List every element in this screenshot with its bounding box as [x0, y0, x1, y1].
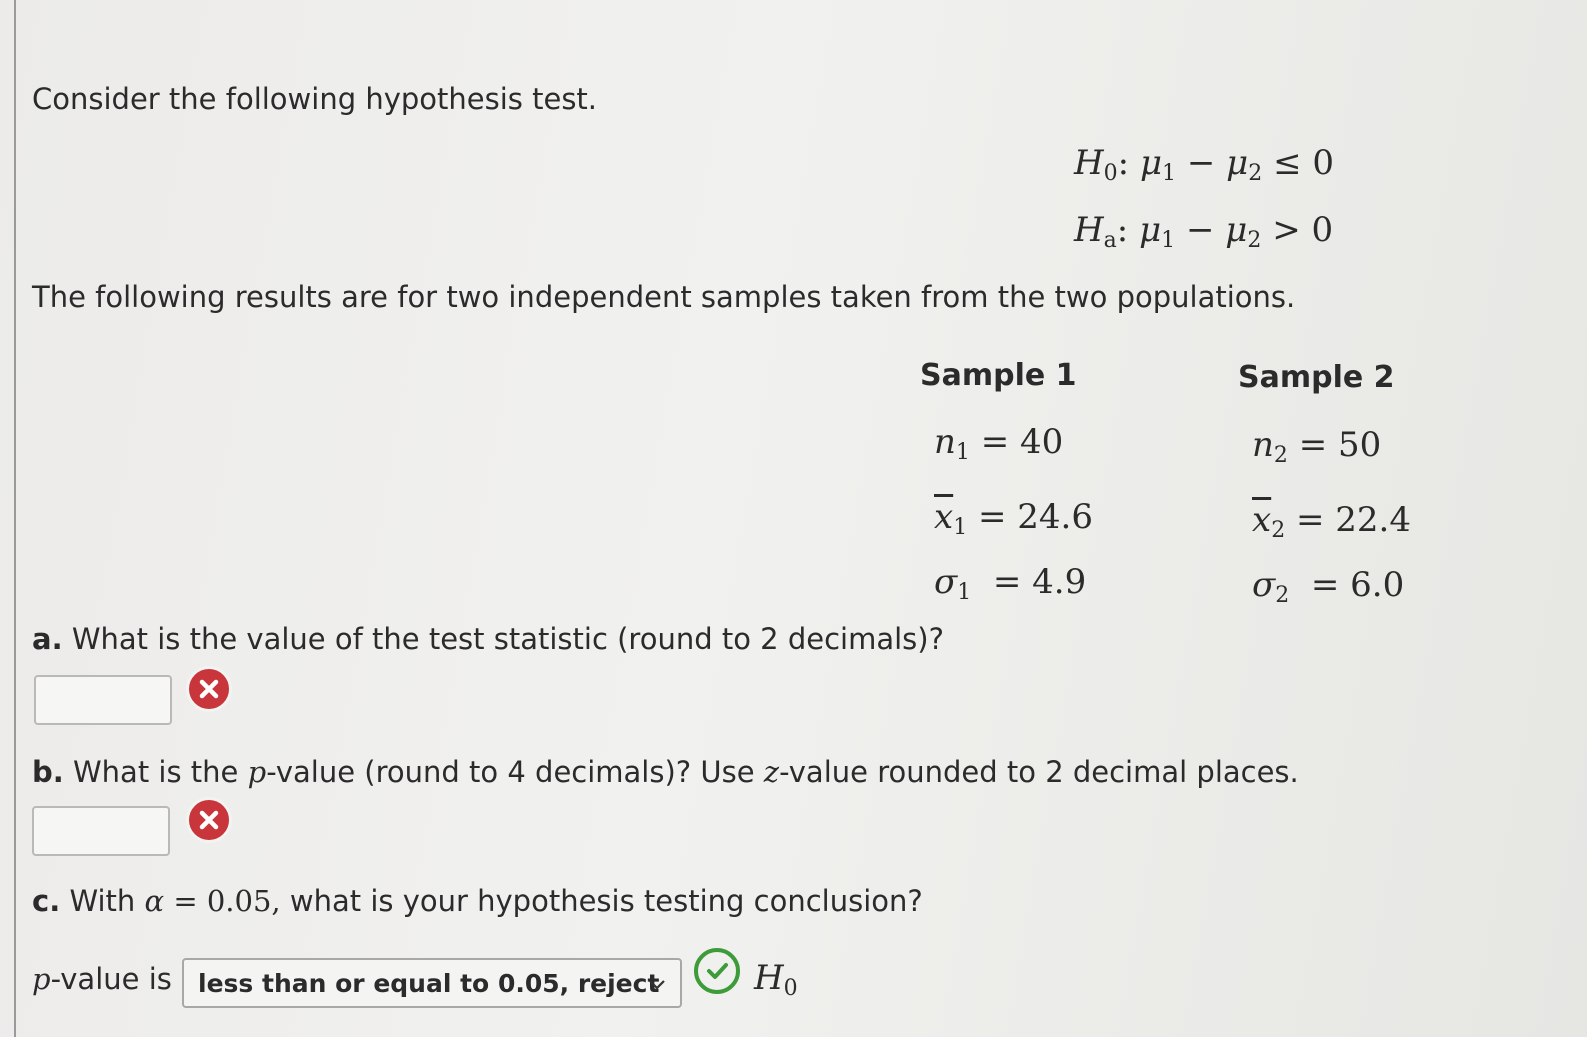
question-a: a. What is the value of the test statistic (round to 2 decimals)?	[32, 622, 944, 656]
conclusion-select-value: less than or equal to 0.05, reject	[198, 968, 660, 998]
sample-1-n: $n_1 = 40$	[934, 422, 1064, 465]
conclusion-prefix: p-value is	[32, 962, 172, 996]
sample-2-mean: $\overline{x}_2 = 22.4$	[1252, 500, 1411, 543]
conclusion-suffix: $H_0$	[754, 958, 798, 1001]
sample-1-header: Sample 1	[920, 358, 1077, 393]
correct-icon	[694, 948, 740, 994]
p-value-input[interactable]	[32, 806, 170, 856]
results-text: The following results are for two independent samples taken from the two populations.	[32, 280, 1296, 314]
null-hypothesis: $H_0$: $\mu_1 - \mu_2 \le 0$	[1074, 143, 1335, 186]
sample-2-header: Sample 2	[1238, 360, 1395, 395]
sample-2-sigma: $\sigma_2 = 6.0$	[1252, 565, 1405, 608]
question-c: c. With α = 0.05, what is your hypothesis testing conclusion?	[32, 884, 923, 918]
chevron-down-icon	[646, 972, 668, 1001]
incorrect-icon	[186, 666, 232, 712]
left-divider	[14, 0, 16, 1037]
test-statistic-input[interactable]	[34, 675, 172, 725]
alternative-hypothesis: $H_a$: $\mu_1 - \mu_2 > 0$	[1074, 210, 1334, 253]
sample-2-n: $n_2 = 50$	[1252, 425, 1382, 468]
sample-1-sigma: $\sigma_1 = 4.9$	[934, 562, 1087, 605]
incorrect-icon	[186, 797, 232, 843]
sample-1-mean: $\overline{x}_1 = 24.6$	[934, 497, 1093, 540]
question-b: b. What is the p-value (round to 4 decimals)? Use z-value rounded to 2 decimal places.	[32, 755, 1299, 789]
conclusion-select[interactable]	[182, 958, 682, 1008]
intro-text: Consider the following hypothesis test.	[32, 82, 598, 116]
